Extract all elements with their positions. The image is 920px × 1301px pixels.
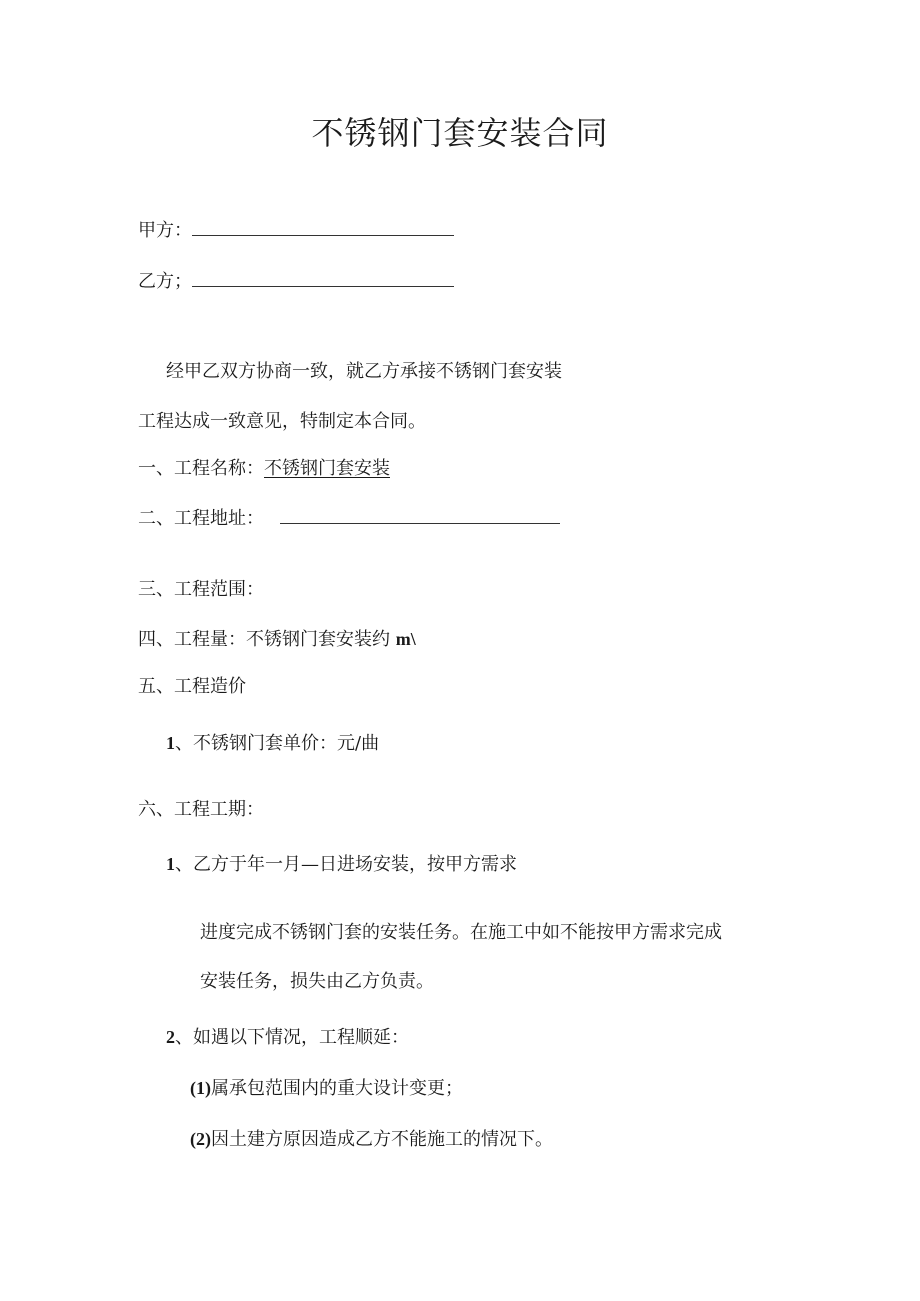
party-b-blank[interactable] [192, 270, 454, 287]
section-6-item-1 [166, 852, 517, 877]
party-a-blank[interactable] [192, 219, 454, 236]
project-address-blank[interactable] [280, 507, 560, 524]
section-6-sub-2-text: 因土建方原因造成乙方不能施工的情况下。 [211, 1129, 553, 1150]
party-b-label: 乙方； [138, 271, 192, 292]
document-title: 不锈钢门套安装合同 [311, 114, 609, 152]
section-5-item-1 [166, 731, 379, 756]
intro-line-1: 经甲乙双方协商一致，就乙方承接不锈钢门套安装 [166, 361, 562, 382]
section-6-sub-1-text: 属承包范围内的重大设计变更； [211, 1078, 463, 1099]
section-2 [138, 507, 560, 531]
section-3: 三、工程范围： [138, 579, 264, 600]
section-6-item-2-num: 2 [166, 1027, 175, 1047]
section-4-unit: m\ [395, 629, 416, 649]
section-5-item-1-text: 、不锈钢门套单价：元/曲 [175, 733, 380, 754]
party-b-line [138, 270, 454, 294]
section-1-label: 一、工程名称： [138, 458, 264, 479]
section-6: 六、工程工期： [138, 799, 264, 820]
section-6-item-1-num: 1 [166, 854, 175, 874]
section-6-item-1-cont-2: 安装任务，损失由乙方负责。 [200, 971, 434, 992]
party-a-line [138, 219, 454, 243]
project-name-value: 不锈钢门套安装 [264, 458, 390, 479]
section-2-label: 二、工程地址： [138, 508, 264, 529]
section-4-label: 四、工程量：不锈钢门套安装约 [138, 629, 396, 650]
section-6-sub-2-num: (2) [190, 1129, 211, 1149]
intro-line-2: 工程达成一致意见，特制定本合同。 [138, 411, 426, 432]
party-a-label: 甲方： [138, 220, 192, 241]
section-6-item-2 [166, 1025, 409, 1050]
section-5-item-1-num: 1 [166, 733, 175, 753]
section-6-item-1-text: 、乙方于年一月—日进场安装，按甲方需求 [175, 854, 517, 875]
section-4 [138, 627, 416, 652]
section-6-item-2-text: 、如遇以下情况，工程顺延： [175, 1027, 409, 1048]
section-6-sub-1-num: (1) [190, 1078, 211, 1098]
section-6-item-1-cont-1: 进度完成不锈钢门套的安装任务。在施工中如不能按甲方需求完成 [200, 922, 722, 943]
section-6-sub-1 [190, 1076, 463, 1101]
section-5: 五、工程造价 [138, 676, 246, 697]
section-1 [138, 457, 390, 481]
section-6-sub-2 [190, 1127, 553, 1152]
